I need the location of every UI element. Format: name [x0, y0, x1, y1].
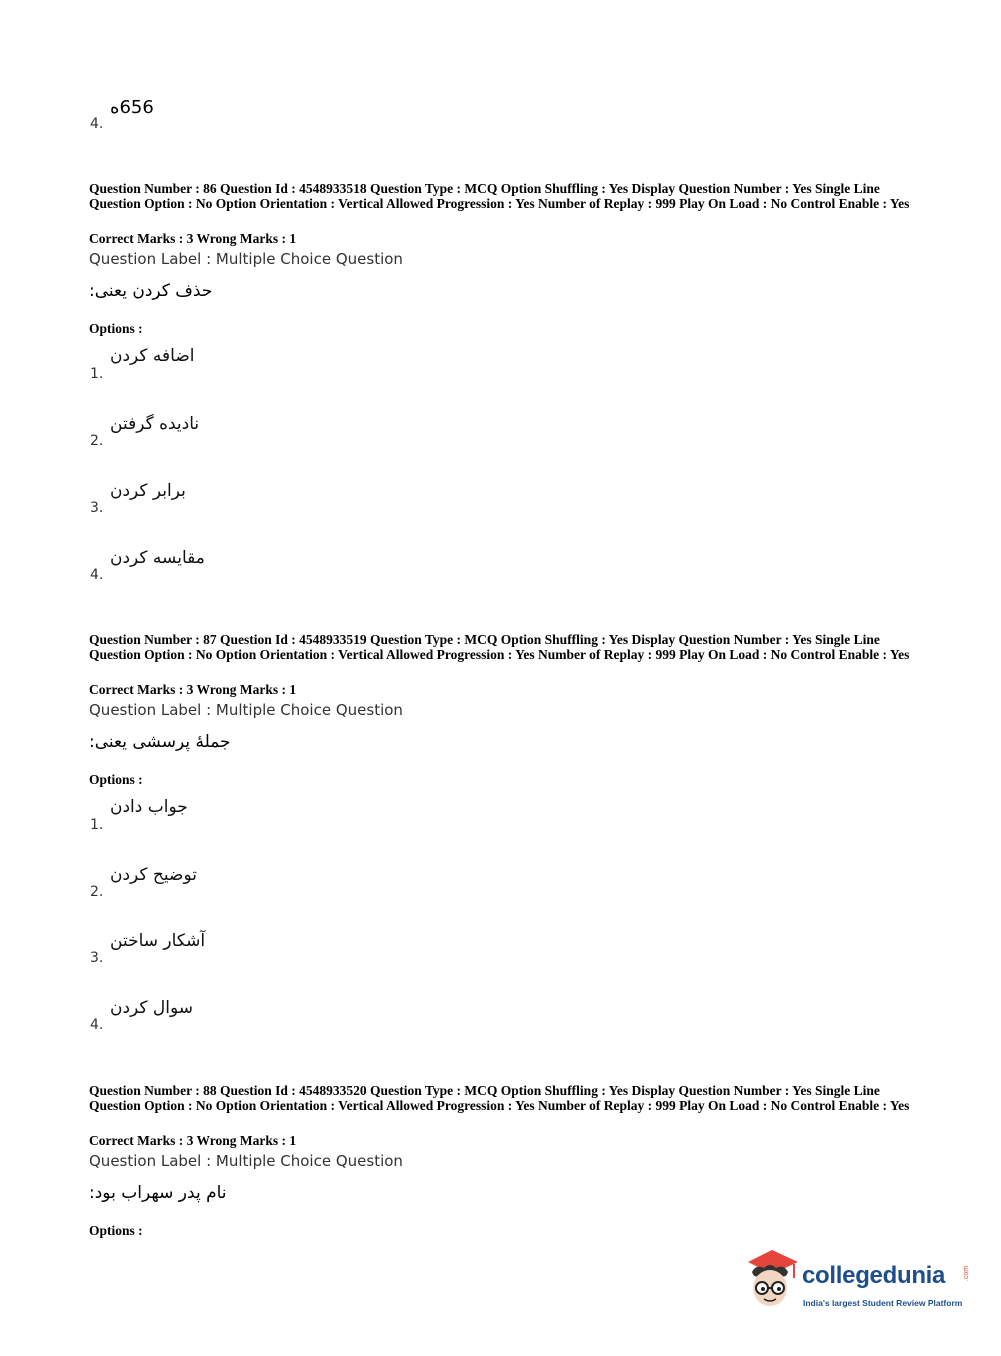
mascot-icon	[742, 1248, 802, 1312]
question-86-options-label: Options :	[89, 321, 143, 336]
logo-tagline: India's largest Student Review Platform	[803, 1298, 963, 1308]
question-86-meta: Question Number : 86 Question Id : 4548933518 Question Type : MCQ Option Shuffling : Yes Display Question Number : Yes Single Line Question Option : No Option Orientation : Vertical Allowed Progression : Yes Number of Replay : 999 Play On Load : No Control Enable : Yes	[89, 181, 910, 211]
question-86-marks: Correct Marks : 3 Wrong Marks : 1	[89, 231, 297, 246]
question-87-marks: Correct Marks : 3 Wrong Marks : 1	[89, 682, 297, 697]
prev-option-number: 4.	[90, 116, 104, 132]
question-87-option-4-text[interactable]: سوال کردن	[110, 998, 194, 1018]
question-86-option-1-number: 1.	[90, 366, 104, 382]
prev-option-text: 656ه	[110, 97, 154, 118]
question-88-options-label: Options :	[89, 1223, 143, 1238]
question-86-option-2-number: 2.	[90, 433, 104, 449]
question-87-label: Question Label : Multiple Choice Question	[89, 701, 403, 719]
question-87-option-1-text[interactable]: جواب دادن	[110, 797, 188, 817]
question-88-label: Question Label : Multiple Choice Question	[89, 1152, 403, 1170]
question-87-option-4-number: 4.	[90, 1017, 104, 1033]
question-88-text: نام پدر سهراب بود:	[89, 1183, 227, 1203]
logo-suffix: .com	[963, 1265, 971, 1282]
question-87-text: جملهٔ پرسشی یعنی:	[89, 732, 231, 752]
question-86-option-4-number: 4.	[90, 567, 104, 583]
question-86-text: حذف کردن یعنی:	[89, 281, 213, 301]
question-87-option-1-number: 1.	[90, 817, 104, 833]
collegedunia-logo[interactable]	[742, 1248, 982, 1318]
question-87-option-2-text[interactable]: توضیح کردن	[110, 865, 197, 885]
question-88-marks: Correct Marks : 3 Wrong Marks : 1	[89, 1133, 297, 1148]
question-87-options-label: Options :	[89, 772, 143, 787]
question-86-label: Question Label : Multiple Choice Question	[89, 250, 403, 268]
question-87-option-2-number: 2.	[90, 884, 104, 900]
question-87-option-3-number: 3.	[90, 950, 104, 966]
logo-wordmark: collegedunia	[802, 1262, 946, 1289]
question-87-meta: Question Number : 87 Question Id : 4548933519 Question Type : MCQ Option Shuffling : Yes Display Question Number : Yes Single Line Question Option : No Option Orientation : Vertical Allowed Progression : Yes Number of Replay : 999 Play On Load : No Control Enable : Yes	[89, 632, 910, 662]
question-86-option-3-text[interactable]: برابر کردن	[110, 481, 186, 501]
question-87-option-3-text[interactable]: آشکار ساختن	[110, 931, 206, 951]
question-88-meta: Question Number : 88 Question Id : 4548933520 Question Type : MCQ Option Shuffling : Yes Display Question Number : Yes Single Line Question Option : No Option Orientation : Vertical Allowed Progression : Yes Number of Replay : 999 Play On Load : No Control Enable : Yes	[89, 1083, 910, 1113]
question-86-option-2-text[interactable]: نادیده گرفتن	[110, 414, 200, 434]
question-86-option-1-text[interactable]: اضافه کردن	[110, 346, 195, 366]
question-86-option-4-text[interactable]: مقایسه کردن	[110, 548, 205, 568]
question-86-option-3-number: 3.	[90, 500, 104, 516]
